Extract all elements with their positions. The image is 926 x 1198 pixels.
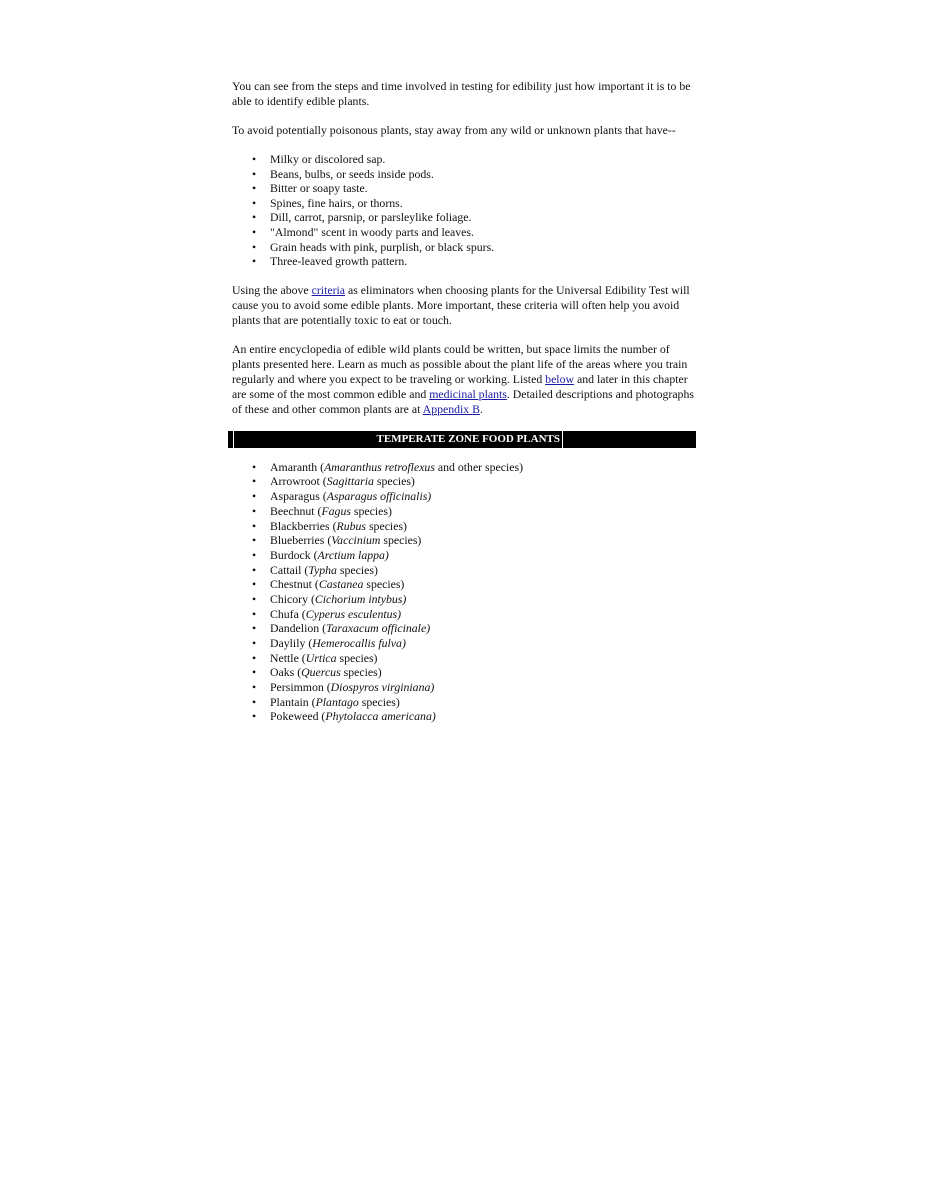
appendix-b-link[interactable]: Appendix B xyxy=(422,401,481,416)
list-item: • Pokeweed (Phytolacca americana) xyxy=(252,709,436,724)
bullet: • xyxy=(252,195,257,210)
bullet: • xyxy=(252,533,257,548)
bullet: • xyxy=(252,694,257,709)
bullet: • xyxy=(252,518,257,533)
bullet: • xyxy=(252,591,257,606)
list-item: • Three-leaved growth pattern. xyxy=(252,254,408,269)
bullet: • xyxy=(252,577,257,592)
list-item: • Persimmon (Diospyros virginiana) xyxy=(252,680,435,695)
list-item: • Arrowroot (Sagittaria species) xyxy=(252,474,415,489)
bullet: • xyxy=(252,166,257,181)
bullet: • xyxy=(252,621,257,636)
list-item: • Chestnut (Castanea species) xyxy=(252,577,405,592)
bullet: • xyxy=(252,547,257,562)
list-item: • Beechnut (Fagus species) xyxy=(252,503,392,518)
bullet: • xyxy=(252,489,257,504)
list-item: • Dill, carrot, parsnip, or parsleylike foliage. xyxy=(252,210,472,225)
bullet: • xyxy=(252,709,257,724)
banner-edge xyxy=(228,431,231,448)
bullet: • xyxy=(252,210,257,225)
medicinal-plants-link[interactable]: medicinal plants xyxy=(429,386,507,401)
list-item: • Oaks (Quercus species) xyxy=(252,665,382,680)
bullet: • xyxy=(252,474,257,489)
list-item: • Asparagus (Asparagus officinalis) xyxy=(252,489,432,504)
list-item: • Blueberries (Vaccinium species) xyxy=(252,533,422,548)
bullet: • xyxy=(252,224,257,239)
bullet: • xyxy=(252,503,257,518)
list-item: • Nettle (Urtica species) xyxy=(252,650,378,665)
bullet: • xyxy=(252,636,257,650)
banner-title: TEMPERATE ZONE FOOD PLANTS xyxy=(233,431,563,448)
list-item: • "Almond" scent in woody parts and leaves. xyxy=(252,224,474,239)
criteria-link[interactable]: criteria xyxy=(311,282,346,297)
bullet: • xyxy=(252,254,257,269)
list-item: • Daylily (Hemerocallis fulva) xyxy=(252,636,406,650)
list-item: • Cattail (Typha species) xyxy=(252,562,378,577)
bullet: • xyxy=(252,650,257,665)
bullet: • xyxy=(252,181,257,196)
list-item: • Dandelion (Taraxacum officinale) xyxy=(252,621,431,636)
avoid-characteristics-list xyxy=(232,152,697,269)
document-page xyxy=(232,79,697,738)
list-item: • Blackberries (Rubus species) xyxy=(252,518,407,533)
below-link[interactable]: below xyxy=(545,371,575,386)
bullet: • xyxy=(252,152,257,166)
paragraph-criteria: Using the above criteria as eliminators when choosing plants for the Universal Edibility Test will cause you to avoid some edible plants. More important, these criteria will often help you avoid plants that are potentially toxic to eat or touch. xyxy=(232,282,690,327)
bullet: • xyxy=(252,562,257,577)
list-item: • Spines, fine hairs, or thorns. xyxy=(252,195,403,210)
bullet: • xyxy=(252,680,257,695)
list-item: • Chufa (Cyperus esculentus) xyxy=(252,606,402,621)
list-item: • Chicory (Cichorium intybus) xyxy=(252,591,407,606)
bullet: • xyxy=(252,665,257,680)
bullet: • xyxy=(252,239,257,254)
list-item: • Beans, bulbs, or seeds inside pods. xyxy=(252,166,434,181)
list-item: • Milky or discolored sap. xyxy=(252,152,386,166)
paragraph-avoid-intro: To avoid potentially poisonous plants, stay away from any wild or unknown plants that have-- xyxy=(232,123,676,137)
list-item: • Grain heads with pink, purplish, or black spurs. xyxy=(252,239,495,254)
list-item: • Amaranth (Amaranthus retroflexus and other species) xyxy=(252,459,524,474)
section-banner xyxy=(228,431,696,448)
list-item: • Plantain (Plantago species) xyxy=(252,694,400,709)
bullet: • xyxy=(252,459,257,474)
paragraph-encyclopedia: An entire encyclopedia of edible wild plants could be written, but space limits the number of plants presented here. Learn as much as possible about the plant life of the areas where you train regularly and where you expect to be traveling or working. Listed below and later in this chapter are some of the most common edible and medicinal plants. Detailed descriptions and photographs of these and other common plants are at Appendix B. xyxy=(232,341,694,416)
list-item: • Bitter or soapy taste. xyxy=(252,181,368,196)
bullet: • xyxy=(252,606,257,621)
paragraph-edibility-intro: You can see from the steps and time involved in testing for edibility just how important it is to be able to identify edible plants. xyxy=(232,79,691,108)
list-item: • Burdock (Arctium lappa) xyxy=(252,547,389,562)
food-plants-list xyxy=(232,460,697,724)
